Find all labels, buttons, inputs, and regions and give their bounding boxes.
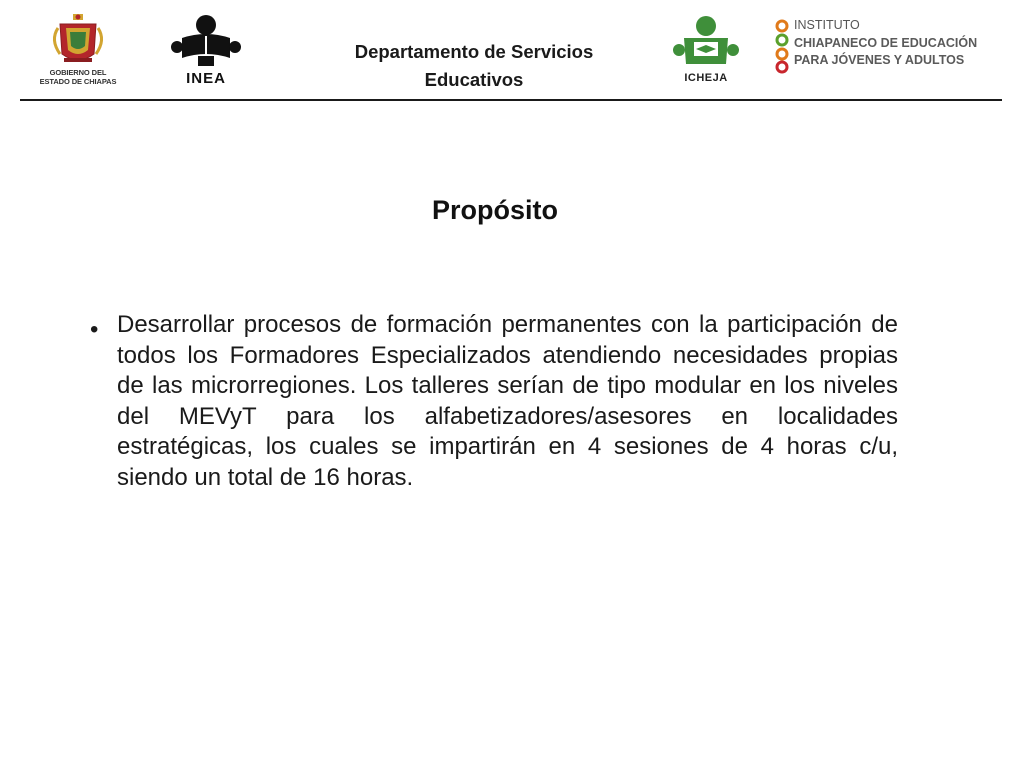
page-header <box>0 0 1024 104</box>
inea-logo <box>168 14 244 88</box>
reading-person-icon <box>168 14 244 68</box>
instituto-logo-line2: CHIAPANECO DE EDUCACIÓN <box>794 36 978 50</box>
inea-logo-text: INEA <box>186 70 226 87</box>
icheja-logo <box>668 14 744 88</box>
department-title-line1: Departamento de Servicios <box>354 41 594 62</box>
page-title: Propósito <box>432 195 558 225</box>
bullet-marker: • <box>90 316 99 343</box>
header-divider <box>20 99 1002 101</box>
purpose-paragraph: Desarrollar procesos de formación permanentes con la participación de todos los Formadores Especializados atendiendo necesidades propias de las microrregiones. Los talleres serían de tipo modular en los niveles del MEVyT para los alfabetizadores/asesores en localidades estratégicas, los cuales se impartirán en 4 sesiones de 4 horas c/u, siendo un total de 16 horas. <box>117 311 898 491</box>
chiapas-logo-line1: GOBIERNO DEL <box>49 68 107 77</box>
instituto-chiapaneco-logo <box>772 18 1002 80</box>
chiapas-government-logo <box>30 14 126 88</box>
icheja-logo-text: ICHEJA <box>684 72 728 84</box>
instituto-logo-line1: INSTITUTO <box>794 18 860 32</box>
chiapas-logo-line2: ESTADO DE CHIAPAS <box>39 77 117 86</box>
department-title <box>300 38 648 94</box>
instituto-rings-icon <box>772 18 792 76</box>
instituto-logo-line3: PARA JÓVENES Y ADULTOS <box>794 53 965 67</box>
reading-figure-icon <box>668 14 744 72</box>
chiapas-coat-of-arms-icon <box>30 14 126 66</box>
department-title-line2: Educativos <box>424 69 524 90</box>
